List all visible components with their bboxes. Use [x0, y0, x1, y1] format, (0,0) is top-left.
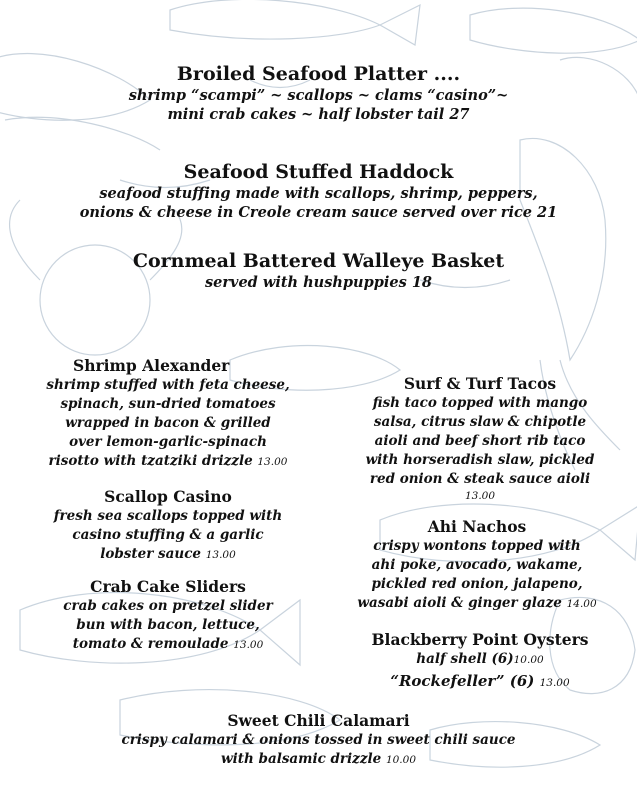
item-title: Cornmeal Battered Walleye Basket [132, 250, 505, 272]
menu-item-seafood-stuffed-haddock [0, 160, 637, 222]
item-price: 13.00 [205, 549, 236, 561]
item-price: 13.00 [233, 639, 264, 651]
item-description-line: served with hushpuppies 18 [204, 274, 432, 291]
item-title: Ahi Nachos [427, 517, 527, 536]
menu-item-scallop-casino [18, 486, 318, 565]
item-title: Broiled Seafood Platter .... [176, 63, 461, 85]
item-description-line: shrimp “scampi” ~ scallops ~ clams “casino”~ [128, 87, 509, 104]
item-description-line: onions & cheese in Creole cream sauce served over rice 21 [79, 204, 558, 221]
menu-item-shrimp-alexander [18, 355, 318, 472]
item-description-line: risotto with tzatziki drizzle [48, 453, 253, 469]
item-description-line: wrapped in bacon & grilled [65, 415, 271, 431]
item-description-line: with balsamic drizzle [221, 751, 382, 767]
item-description-line: red onion & steak sauce aioli [369, 471, 591, 487]
item-description-line: crispy wontons topped with [373, 538, 581, 554]
item-description-line: shrimp stuffed with feta cheese, [46, 377, 290, 393]
menu-item-sweet-chili-calamari [0, 710, 637, 770]
item-price: 13.00 [539, 677, 570, 689]
item-description-line: lobster sauce [100, 546, 202, 562]
menu-item-blackberry-point-oysters [330, 629, 630, 694]
item-description-line: salsa, citrus slaw & chipotle [373, 414, 587, 430]
item-description-line: mini crab cakes ~ half lobster tail 27 [167, 106, 470, 123]
item-title: Blackberry Point Oysters [371, 630, 589, 649]
item-price: 14.00 [566, 598, 597, 610]
item-description-line: crispy calamari & onions tossed in sweet chili sauce [121, 732, 516, 748]
item-price: 13.00 [257, 456, 288, 468]
item-title: Sweet Chili Calamari [227, 711, 410, 730]
item-title: Scallop Casino [104, 487, 232, 506]
item-description-line: crab cakes on pretzel slider [63, 598, 273, 614]
item-description-line: “Rockefeller” (6) [390, 672, 535, 690]
menu-item-broiled-seafood-platter [0, 62, 637, 124]
item-title: Shrimp Alexander [73, 356, 230, 375]
item-description-line: spinach, sun-dried tomatoes [60, 396, 276, 412]
menu-item-ahi-nachos [322, 516, 632, 614]
item-description-line: bun with bacon, lettuce, [76, 617, 260, 633]
item-description-line: aioli and beef short rib taco [374, 433, 586, 449]
menu-item-surf-turf-tacos [330, 373, 630, 503]
item-description-line: with horseradish slaw, pickled [365, 452, 595, 468]
item-title: Crab Cake Sliders [90, 577, 246, 596]
item-price: 13.00 [464, 490, 496, 502]
item-title: Seafood Stuffed Haddock [183, 161, 454, 183]
item-title: Surf & Turf Tacos [403, 374, 557, 393]
menu-item-crab-cake-sliders [18, 576, 318, 655]
item-description-line: over lemon-garlic-spinach [69, 434, 267, 450]
item-description-line: ahi poke, avocado, wakame, [371, 557, 583, 573]
item-description-line: pickled red onion, jalapeno, [371, 576, 583, 592]
item-description-line: wasabi aioli & ginger glaze [357, 595, 562, 611]
item-description-line: casino stuffing & a garlic [72, 527, 264, 543]
menu-item-walleye-basket [0, 249, 637, 292]
item-description-line: tomato & remoulade [72, 636, 229, 652]
item-price: 10.00 [385, 754, 416, 766]
item-description-line: fresh sea scallops topped with [53, 508, 283, 524]
item-description-line: half shell (6) [416, 651, 514, 667]
item-description-line: seafood stuffing made with scallops, shrimp, peppers, [99, 185, 538, 202]
item-price: 10.00 [513, 654, 544, 666]
item-description-line: fish taco topped with mango [372, 395, 588, 411]
